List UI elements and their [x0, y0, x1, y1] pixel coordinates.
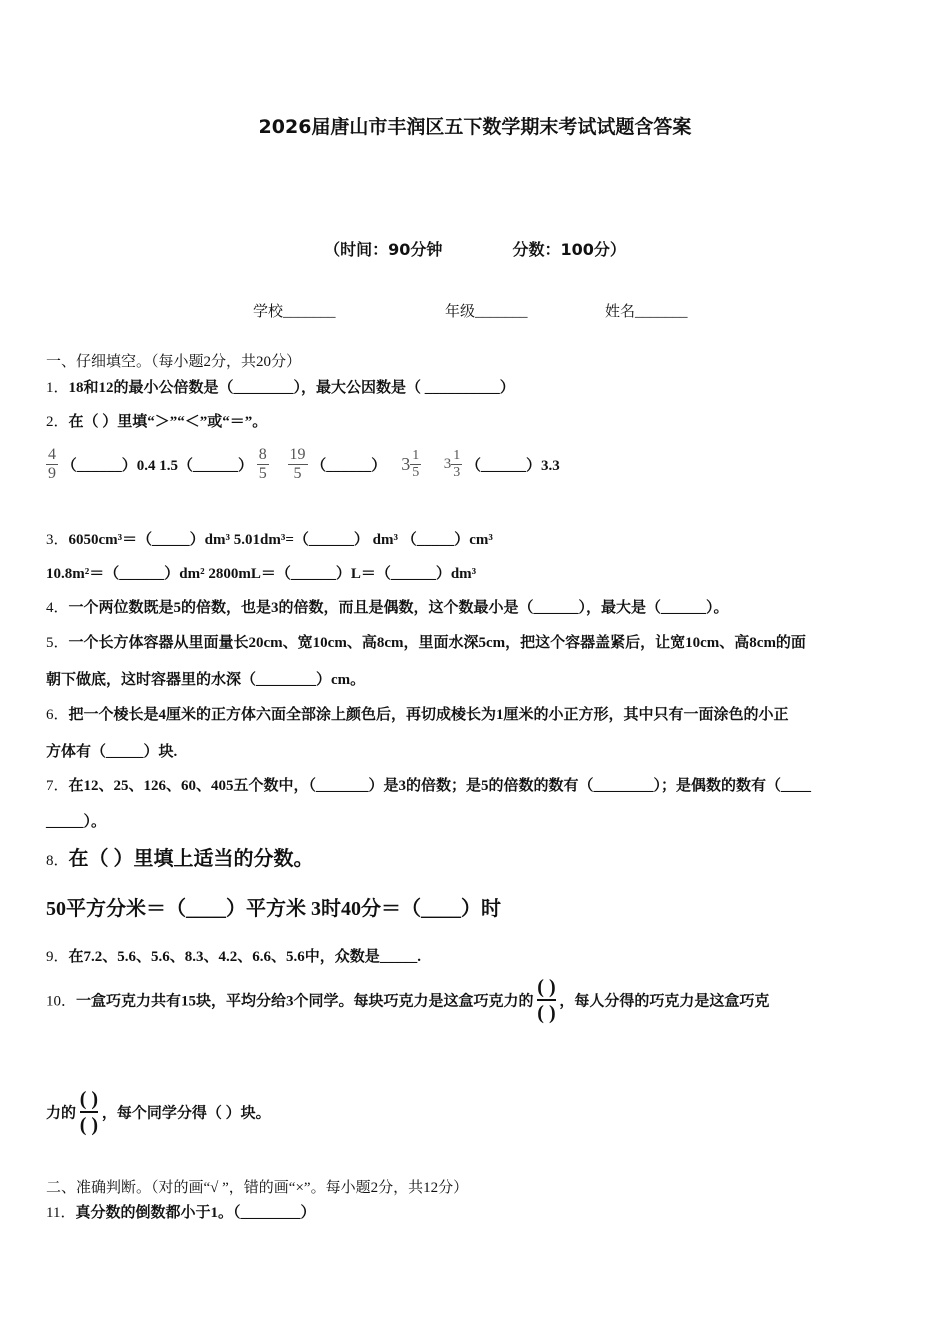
question-7-line-2: _____）。 — [46, 814, 107, 830]
question-8-line-2: 50平方分米＝（____）平方米 3时40分＝（____）时 — [46, 898, 501, 920]
question-2: 2．在（ ）里填“＞”“＜”或“＝”。 — [46, 414, 268, 430]
mixed-3-1-5: 3 $\frac{1}{5}$ — [401, 448, 420, 480]
name-field: 姓名_______ — [605, 304, 688, 320]
question-7-line-1: 7．在12、25、126、60、405五个数中，（_______）是3的倍数；是5的倍数的数有（________）；是偶数的数有（____ — [46, 778, 812, 794]
fraction-8-5: $\frac{8}{5}$ — [258, 446, 267, 482]
section-1-heading: 一、仔细填空。（每小题2分，共20分） — [46, 354, 302, 370]
grade-field: 年级_______ — [445, 304, 528, 320]
mixed-3-1-3: 3 $\frac{1}{3}$ — [443, 448, 461, 480]
question-3-line-2: 10.8m²＝（______）dm² 2800mL＝（______）L＝（______）dm³ — [46, 566, 477, 582]
fraction-19-5: $\frac{19}{5}$ — [289, 446, 306, 482]
question-2-comparisons: $\frac{4}{9}$ （______）0.4 1.5（______） $\frac{8}{5}$ $\frac{19}{5}$ （______） 3 $\frac{1}{5}$ 3 $\frac{1}{3}$ （______）3.3 — [48, 446, 560, 482]
exam-time: （时间：90分钟 — [324, 240, 443, 259]
school-field: 学校_______ — [253, 304, 336, 320]
question-11: 11．真分数的倒数都小于1。（________） — [46, 1205, 316, 1221]
question-9: 9．在7.2、5.6、5.6、8.3、4.2、6.6、5.6中，众数是_____. — [46, 949, 422, 965]
question-4: 4．一个两位数既是5的倍数，也是3的倍数，而且是偶数，这个数最小是（______），最大是（______）。 — [46, 600, 729, 616]
question-3-line-1: 3．6050cm³＝（_____）dm³ 5.01dm³=（______） dm³ （_____）cm³ — [46, 532, 493, 548]
blank-fraction[interactable]: $\frac{( )}{( )}$ — [79, 1088, 99, 1136]
exam-meta — [0, 237, 950, 260]
fraction-4-9: $\frac{4}{9}$ — [48, 446, 56, 482]
exam-score: 分数：100分） — [512, 240, 626, 259]
question-5-line-2: 朝下做底，这时容器里的水深（________）cm。 — [46, 672, 366, 688]
question-1: 1．18和12的最小公倍数是（________），最大公因数是（ __________） — [46, 380, 515, 396]
section-2-heading: 二、准确判断。（对的画“√ ”，错的画“×”。每小题2分，共12分） — [46, 1180, 469, 1196]
question-5-line-1: 5．一个长方体容器从里面量长20cm、宽10cm、高8cm，里面水深5cm，把这个容器盖紧后，让宽10cm、高8cm的面 — [46, 635, 806, 651]
question-8-line-1: 8．在（ ）里填上适当的分数。 — [46, 848, 314, 870]
question-6-line-1: 6．把一个棱长是4厘米的正方体六面全部涂上颜色后，再切成棱长为1厘米的小正方形，其中只有一面涂色的小正 — [46, 707, 789, 723]
blank-fraction[interactable]: $\frac{( )}{( )}$ — [537, 976, 556, 1024]
page-title: 2026届唐山市丰润区五下数学期末考试试题含答案 — [258, 116, 692, 138]
question-10-line-2: 力的 $\frac{( )}{( )}$ ，每个同学分得（ ）块。 — [46, 1088, 271, 1136]
question-10-line-1: 10．一盒巧克力共有15块，平均分给3个同学。每块巧克力是这盒巧克力的 $\frac{( )}{( )}$ ，每人分得的巧克力是这盒巧克 — [46, 976, 770, 1024]
question-6-line-2: 方体有（_____）块. — [46, 744, 178, 760]
